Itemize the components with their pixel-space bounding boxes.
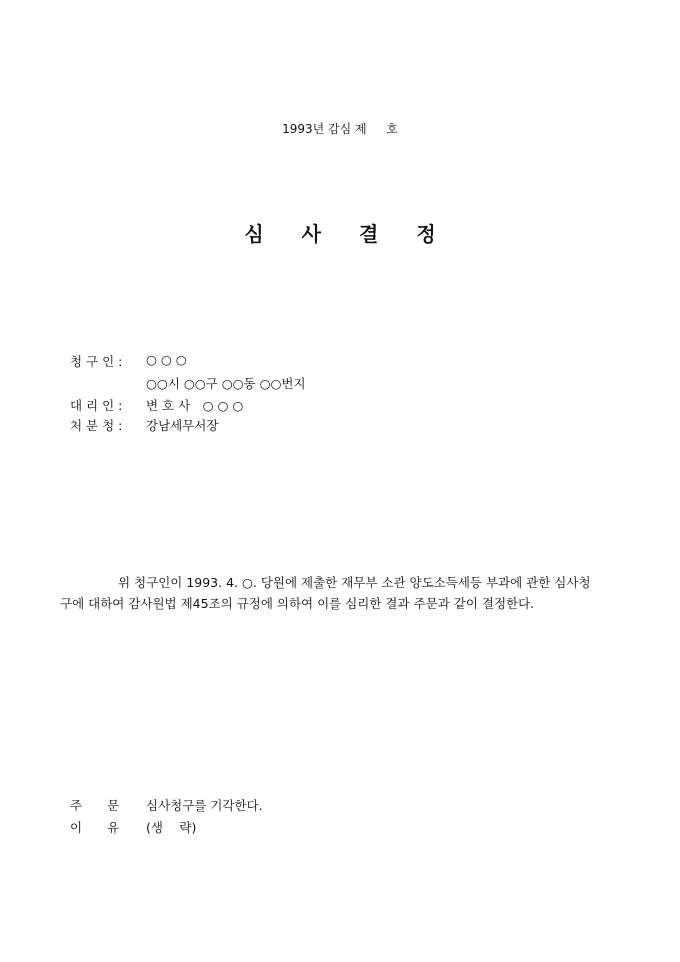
title-char: 결 (359, 222, 379, 246)
agent-row (0, 396, 680, 414)
reason-text: (생 략) (146, 820, 197, 835)
authority-label: 처 분 청 : (70, 418, 123, 433)
reason-label: 이 유 (70, 820, 120, 835)
claimant-address: ○○시 ○○구 ○○동 ○○번지 (146, 376, 306, 391)
order-label: 주 문 (70, 798, 120, 813)
case-number: 1993년 감심 제 호 (282, 122, 398, 136)
title-char: 사 (301, 222, 321, 246)
order-row (0, 796, 680, 814)
claimant-row (0, 352, 680, 370)
authority-row (0, 416, 680, 434)
claimant-address-row (0, 374, 680, 392)
title-char: 정 (416, 222, 436, 246)
title-char: 심 (244, 222, 264, 246)
document-title (0, 218, 680, 247)
body-line-2: 구에 대하여 감사원법 제45조의 규정에 의하여 이를 심리한 결과 주문과 같이 결정한다. (60, 596, 535, 611)
agent-label: 대 리 인 : (70, 398, 123, 413)
claimant-name: ○ ○ ○ (146, 352, 187, 367)
order-text: 심사청구를 기각한다. (146, 798, 263, 813)
body-line-1: 위 청구인이 1993. 4. ○. 당원에 제출한 재무부 소관 양도소득세등 부과에 관한 심사청 (118, 575, 591, 590)
claimant-label: 청 구 인 : (70, 354, 123, 369)
agent-name: 변 호 사 ○ ○ ○ (146, 398, 244, 413)
authority-name: 강남세무서장 (146, 418, 219, 433)
reason-row (0, 818, 680, 836)
